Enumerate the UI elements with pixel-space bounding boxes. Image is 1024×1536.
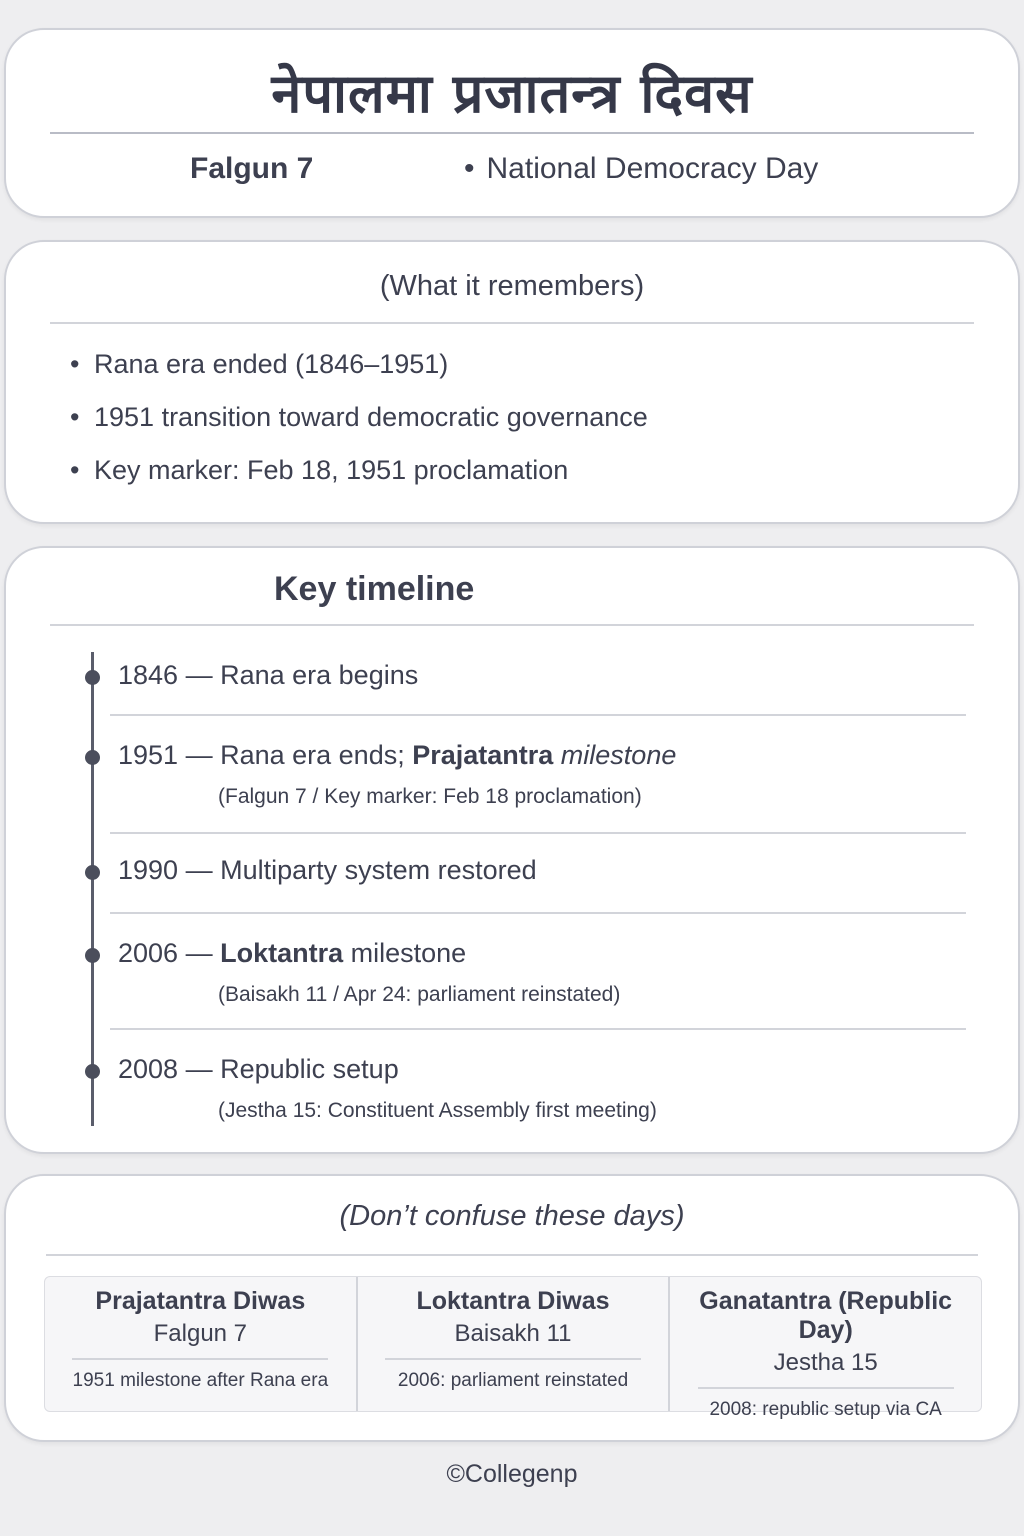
timeline-main	[118, 740, 676, 771]
timeline-dot	[85, 670, 100, 685]
divider	[110, 714, 966, 716]
timeline-card	[4, 546, 1020, 1154]
timeline-dot	[85, 750, 100, 765]
footer-credit: ©Collegenp	[446, 1460, 578, 1488]
list-item-text: Key marker: Feb 18, 1951 proclamation	[94, 455, 569, 485]
dash: —	[178, 855, 221, 885]
timeline-year: 1951	[118, 740, 179, 770]
timeline-year: 1990	[118, 855, 179, 885]
divider	[46, 1254, 978, 1256]
date-label: Falgun 7	[190, 152, 314, 185]
timeline-bold: Prajatantra	[412, 740, 554, 770]
timeline-sub: (Baisakh 11 / Apr 24: parliament reinstated)	[218, 983, 621, 1006]
compare-column	[45, 1277, 356, 1411]
timeline-sub: (Jestha 15: Constituent Assembly first meeting)	[218, 1099, 657, 1122]
divider	[385, 1358, 641, 1360]
list-item-text: Rana era ended (1846–1951)	[94, 349, 449, 379]
section-title: (Don’t confuse these days)	[339, 1200, 685, 1232]
remember-list	[70, 346, 648, 505]
divider	[50, 624, 974, 626]
dash: —	[178, 740, 221, 770]
timeline-text: milestone	[343, 938, 467, 968]
title-card	[4, 28, 1020, 218]
list-item	[70, 452, 648, 505]
timeline-text: Rana era ends;	[220, 740, 413, 770]
timeline-dot	[85, 948, 100, 963]
column-name: Ganatantra (Republic Day)	[699, 1287, 953, 1344]
section-title: Key timeline	[274, 570, 475, 608]
timeline-main	[118, 1054, 399, 1085]
day-name	[464, 152, 818, 186]
section-title: (What it remembers)	[379, 270, 645, 302]
remember-card	[4, 240, 1020, 524]
timeline-dot	[85, 1064, 100, 1079]
divider	[110, 1028, 966, 1030]
dash: —	[178, 1054, 221, 1084]
timeline-text: Multiparty system restored	[220, 855, 537, 885]
list-item-text: 1951 transition toward democratic governance	[94, 402, 648, 432]
bullet: •	[70, 402, 80, 432]
column-date: Jestha 15	[773, 1349, 878, 1376]
divider	[72, 1358, 328, 1360]
timeline-text: Rana era begins	[220, 660, 419, 690]
divider	[110, 912, 966, 914]
column-date: Baisakh 11	[454, 1320, 572, 1347]
divider	[110, 832, 966, 834]
bullet: •	[70, 349, 80, 379]
timeline-main	[118, 660, 418, 691]
timeline-main	[118, 938, 466, 969]
timeline-year: 1846	[118, 660, 179, 690]
divider	[698, 1387, 954, 1389]
divider	[50, 132, 974, 134]
dash: —	[178, 660, 221, 690]
bullet: •	[464, 152, 475, 185]
timeline-year: 2008	[118, 1054, 179, 1084]
timeline-text-italic: milestone	[553, 740, 677, 770]
timeline-bold: Loktantra	[220, 938, 344, 968]
page-title: नेपालमा प्रजातन्त्र दिवस	[271, 62, 753, 125]
compare-table	[44, 1276, 982, 1420]
day-name-text: National Democracy Day	[486, 152, 819, 185]
timeline-dot	[85, 865, 100, 880]
column-note: 1951 milestone after Rana era	[72, 1370, 329, 1391]
list-item	[70, 346, 648, 399]
compare-card	[4, 1174, 1020, 1442]
column-date: Falgun 7	[153, 1320, 248, 1347]
dash: —	[178, 938, 221, 968]
list-item	[70, 399, 648, 452]
column-note: 2008: republic setup via CA	[709, 1399, 942, 1420]
timeline-axis	[91, 652, 94, 1126]
timeline-sub: (Falgun 7 / Key marker: Feb 18 proclamation)	[218, 785, 642, 808]
timeline-year: 2006	[118, 938, 179, 968]
bullet: •	[70, 455, 80, 485]
column-note: 2006: parliament reinstated	[397, 1370, 629, 1391]
divider	[50, 322, 974, 324]
timeline-text: Republic setup	[220, 1054, 399, 1084]
column-name: Loktantra Diwas	[416, 1287, 610, 1315]
timeline-main	[118, 855, 537, 886]
compare-column	[668, 1277, 981, 1420]
compare-column	[356, 1277, 669, 1411]
column-name: Prajatantra Diwas	[95, 1287, 306, 1315]
